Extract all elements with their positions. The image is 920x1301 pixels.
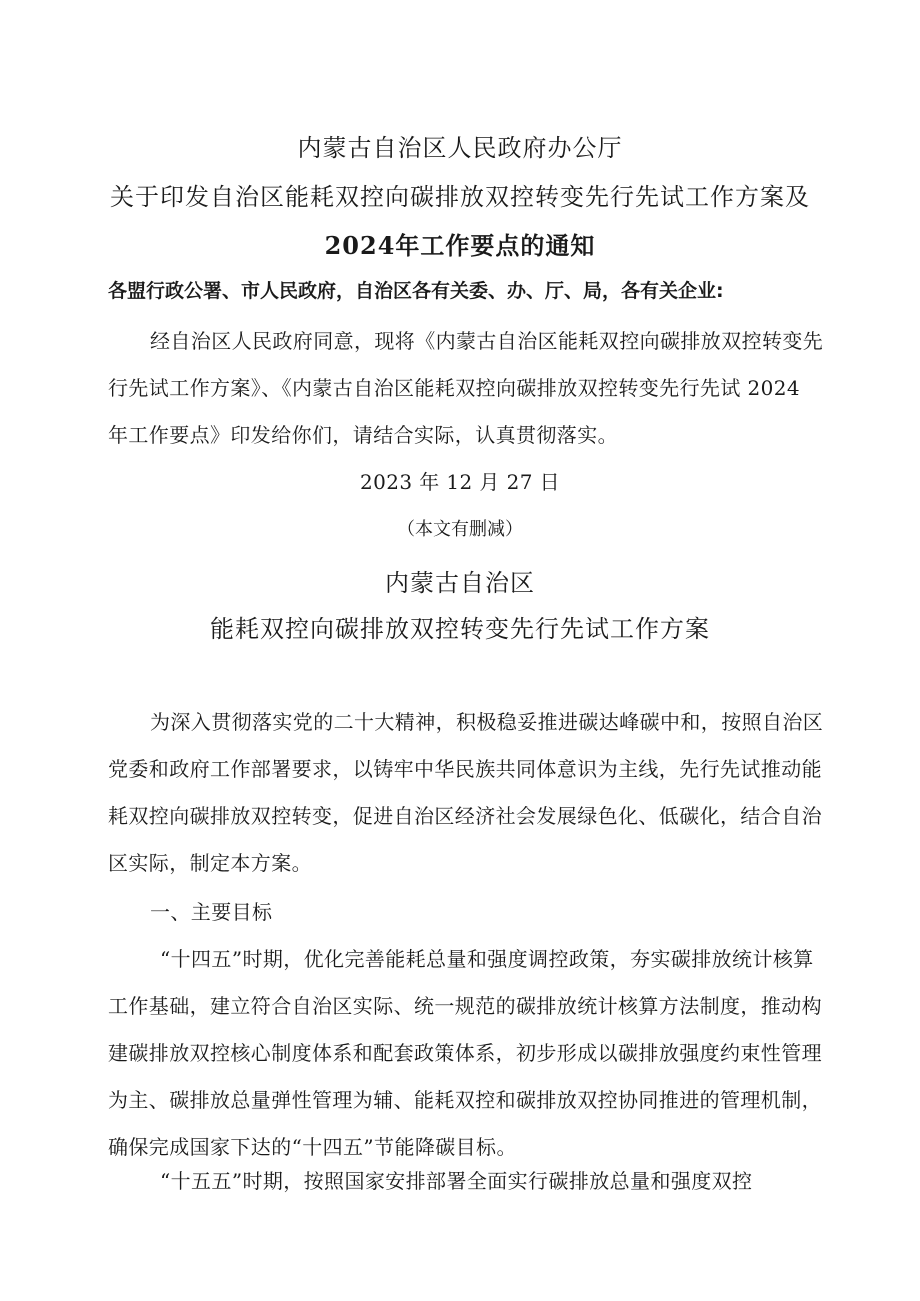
goal-14th-line-5: 确保完成国家下达的“十四五”节能降碳目标。: [108, 1135, 517, 1159]
plan-title-line-1: 内蒙古自治区: [385, 569, 535, 597]
goal-14th-line-4: 为主、碳排放总量弹性管理为辅、能耗双控和碳排放双控协同推进的管理机制，: [108, 1088, 822, 1112]
plan-intro-line-4: 区实际，制定本方案。: [108, 851, 312, 875]
plan-intro-line-1: 为深入贯彻落实党的二十大精神，积极稳妥推进碳达峰碳中和，按照自治区: [150, 710, 824, 734]
plan-title-line-2: 能耗双控向碳排放双控转变先行先试工作方案: [210, 615, 710, 643]
section-heading-main-goals: 一、主要目标: [150, 900, 273, 924]
notice-body-line-2: 行先试工作方案》、《内蒙古自治区能耗双控向碳排放双控转变先行先试 2024: [108, 376, 801, 400]
plan-intro-line-3: 耗双控向碳排放双控转变，促进自治区经济社会发展绿色化、低碳化，结合自治: [108, 804, 822, 828]
goal-15th-line-1: “十五五”时期，按照国家安排部署全面实行碳排放总量和强度双控: [160, 1169, 753, 1193]
notice-body-line-3: 年工作要点》印发给你们，请结合实际，认真贯彻落实。: [108, 423, 618, 447]
abridged-note: （本文有删减）: [397, 519, 523, 540]
goal-14th-line-3: 建碳排放双控核心制度体系和配套政策体系，初步形成以碳排放强度约束性管理: [108, 1041, 822, 1065]
notice-body-line-1: 经自治区人民政府同意，现将《内蒙古自治区能耗双控向碳排放双控转变先: [150, 329, 824, 353]
notice-title-line-3: 2024年工作要点的通知: [324, 231, 596, 260]
notice-addressee: 各盟行政公署、市人民政府，自治区各有关委、办、厅、局，各有关企业:: [108, 280, 724, 302]
plan-intro-line-2: 党委和政府工作部署要求，以铸牢中华民族共同体意识为主线，先行先试推动能: [108, 757, 822, 781]
notice-title-line-2: 关于印发自治区能耗双控向碳排放双控转变先行先试工作方案及: [110, 183, 810, 211]
goal-14th-line-2: 工作基础，建立符合自治区实际、统一规范的碳排放统计核算方法制度，推动构: [108, 994, 822, 1018]
notice-date: 2023 年 12 月 27 日: [360, 470, 560, 494]
goal-14th-line-1: “十四五”时期，优化完善能耗总量和强度调控政策，夯实碳排放统计核算: [160, 947, 814, 971]
notice-title-line-1: 内蒙古自治区人民政府办公厅: [297, 134, 623, 162]
